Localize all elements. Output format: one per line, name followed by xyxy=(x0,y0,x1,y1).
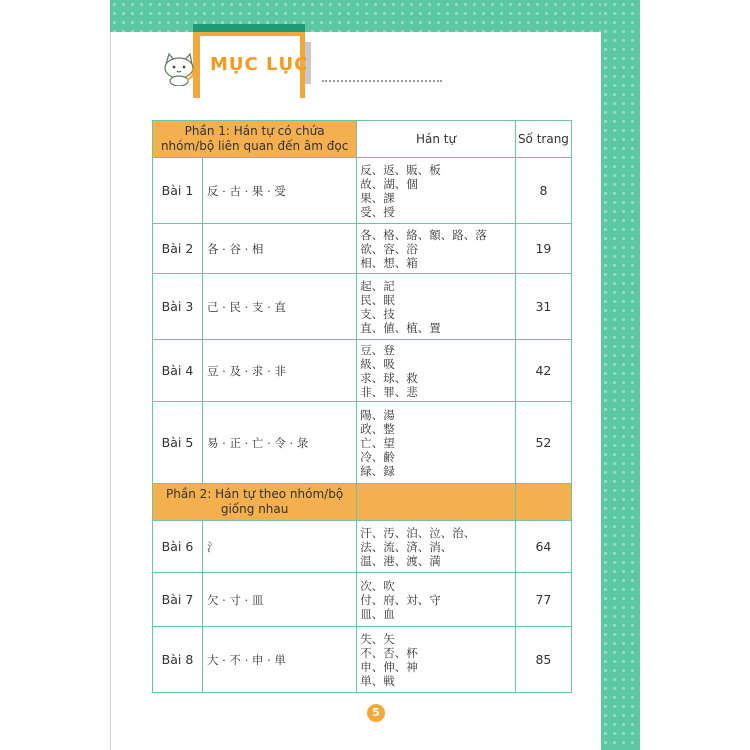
kanji-line: 次、吹 xyxy=(360,578,395,593)
lesson-label: Bài 2 xyxy=(153,224,203,274)
lesson-label: Bài 8 xyxy=(153,627,203,693)
kanji-line: 緑、録 xyxy=(360,463,395,478)
title-dotted-rule xyxy=(322,80,442,82)
kanji-line: 受、授 xyxy=(360,204,395,219)
right-green-band xyxy=(601,0,640,750)
lesson-radicals: 反 · 古 · 果 · 受 xyxy=(202,158,356,224)
lesson-label: Bài 6 xyxy=(153,521,203,573)
lesson-radicals: 各 · 谷 · 相 xyxy=(202,224,356,274)
lesson-kanji-list xyxy=(357,158,516,224)
table-row xyxy=(153,521,572,573)
lesson-radicals: 氵 xyxy=(202,521,356,573)
kanji-line: 相、想、箱 xyxy=(360,255,418,270)
kanji-line: 冷、齢 xyxy=(360,449,395,464)
section-header-blank xyxy=(515,484,571,521)
kanji-line: 起、記 xyxy=(360,278,395,293)
kanji-line: 各、格、絡、額、路、落 xyxy=(360,227,487,242)
lesson-page-number[interactable]: 8 xyxy=(515,158,571,224)
lesson-page-number[interactable]: 52 xyxy=(515,402,571,484)
table-row xyxy=(153,573,572,627)
kanji-line: 民、眠 xyxy=(360,292,395,307)
lesson-radicals: 大 · 不 · 申 · 単 xyxy=(202,627,356,693)
section-header-blank xyxy=(357,484,516,521)
kanji-line: 支、技 xyxy=(360,306,395,321)
column-header-page: Số trang xyxy=(515,121,571,158)
kanji-line: 反、返、販、板 xyxy=(360,162,441,177)
lesson-kanji-list xyxy=(357,274,516,340)
lesson-label: Bài 3 xyxy=(153,274,203,340)
lesson-radicals: 易 · 正 · 亡 · 令 · 彔 xyxy=(202,402,356,484)
kanji-line: 温、港、渡、満 xyxy=(360,553,441,568)
section-header-row xyxy=(153,484,572,521)
lesson-kanji-list xyxy=(357,340,516,402)
lesson-page-number[interactable]: 77 xyxy=(515,573,571,627)
lesson-page-number[interactable]: 19 xyxy=(515,224,571,274)
lesson-radicals: 豆 · 及 · 求 · 非 xyxy=(202,340,356,402)
kanji-line: 果、課 xyxy=(360,190,395,205)
lesson-label: Bài 7 xyxy=(153,573,203,627)
table-row xyxy=(153,158,572,224)
kanji-line: 直、値、植、置 xyxy=(360,320,441,335)
column-header-kanji: Hán tự xyxy=(357,121,516,158)
kanji-line: 申、伸、神 xyxy=(360,659,418,674)
section-title: Phần 2: Hán tự theo nhóm/bộ giống nhau xyxy=(153,484,357,521)
section-header-row xyxy=(153,121,572,158)
lesson-page-number[interactable]: 85 xyxy=(515,627,571,693)
kanji-line: 豆、登 xyxy=(360,342,395,357)
kanji-line: 故、湖、個 xyxy=(360,176,418,191)
kanji-line: 失、矢 xyxy=(360,631,395,646)
banner-top-strip xyxy=(193,24,305,32)
kanji-line: 求、球、救 xyxy=(360,370,418,385)
kanji-line: 皿、血 xyxy=(360,606,395,621)
page-title: MỤC LỤC xyxy=(210,54,309,75)
lesson-radicals: 欠 · 寸 · 皿 xyxy=(202,573,356,627)
lesson-label: Bài 4 xyxy=(153,340,203,402)
kanji-line: 級、吸 xyxy=(360,356,395,371)
kanji-line: 単、戦 xyxy=(360,673,395,688)
lesson-label: Bài 1 xyxy=(153,158,203,224)
lesson-page-number[interactable]: 42 xyxy=(515,340,571,402)
table-row xyxy=(153,402,572,484)
lesson-kanji-list xyxy=(357,224,516,274)
lesson-radicals: 己 · 民 · 支 · 直 xyxy=(202,274,356,340)
section-title: Phần 1: Hán tự có chứa nhóm/bộ liên quan đến âm đọc xyxy=(153,121,357,158)
kanji-line: 付、府、対、守 xyxy=(360,592,441,607)
lesson-kanji-list xyxy=(357,573,516,627)
kanji-line: 欲、容、浴 xyxy=(360,241,418,256)
page-number-badge: 5 xyxy=(367,704,385,722)
table-row xyxy=(153,340,572,402)
kanji-line: 政、整 xyxy=(360,421,395,436)
lesson-kanji-list xyxy=(357,627,516,693)
table-row xyxy=(153,627,572,693)
lesson-page-number[interactable]: 64 xyxy=(515,521,571,573)
table-row xyxy=(153,274,572,340)
kanji-line: 汗、汚、泊、泣、治、 xyxy=(360,525,476,540)
top-green-band xyxy=(110,0,640,32)
table-of-contents xyxy=(152,120,572,693)
kanji-line: 亡、望 xyxy=(360,435,395,450)
kanji-line: 陽、湯 xyxy=(360,407,395,422)
lesson-label: Bài 5 xyxy=(153,402,203,484)
kanji-line: 不、否、杯 xyxy=(360,645,418,660)
cat-mascot-icon xyxy=(160,52,198,86)
lesson-kanji-list xyxy=(357,521,516,573)
table-row xyxy=(153,224,572,274)
lesson-page-number[interactable]: 31 xyxy=(515,274,571,340)
kanji-line: 法、流、済、消、 xyxy=(360,539,453,554)
kanji-line: 非、罪、悲 xyxy=(360,384,418,399)
lesson-kanji-list xyxy=(357,402,516,484)
